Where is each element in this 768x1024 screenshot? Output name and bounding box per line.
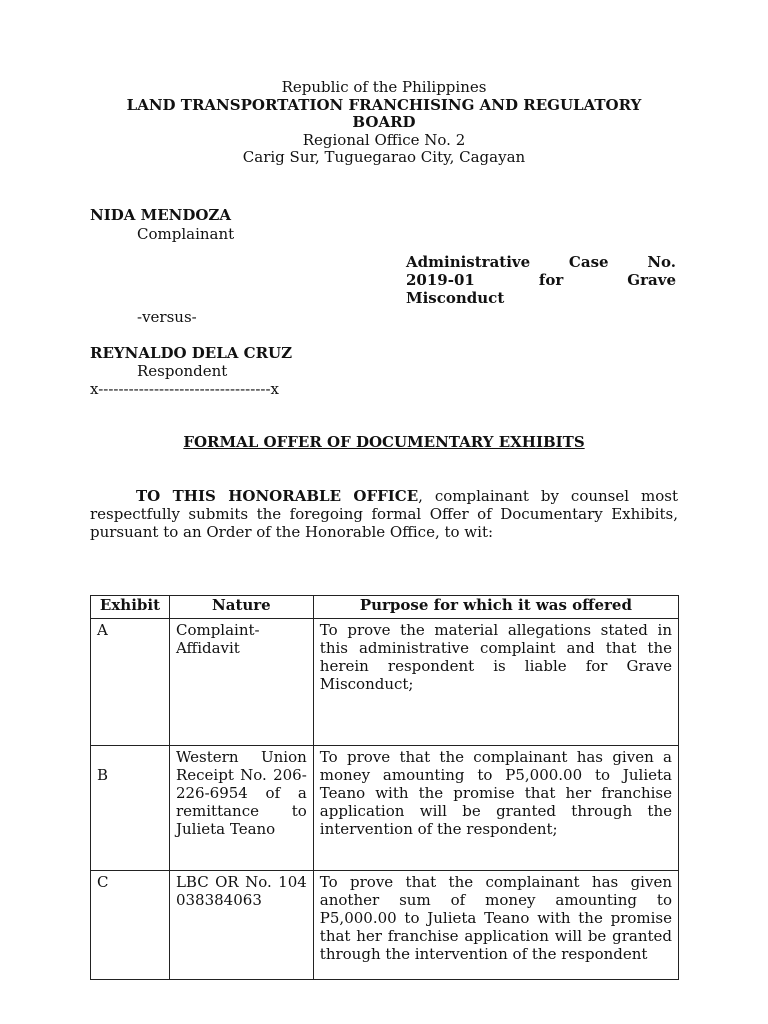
agency-name-line2: BOARD [352, 113, 416, 131]
document-title: FORMAL OFFER OF DOCUMENTARY EXHIBITS [183, 433, 585, 451]
table-header-row [91, 596, 679, 619]
intro-lead: TO THIS HONORABLE OFFICE [136, 487, 419, 505]
table-row [91, 871, 679, 980]
respondent-role: Respondent [137, 362, 228, 380]
caption-separator: x----------------------------------x [90, 380, 279, 398]
header-nature: Nature [169, 596, 313, 619]
regional-office: Regional Office No. 2 [302, 130, 466, 149]
exhibit-nature: Complaint-Affidavit [169, 619, 313, 746]
complainant-name: NIDA MENDOZA [90, 206, 232, 224]
table-row [91, 746, 679, 871]
exhibit-nature: LBC OR No. 104038384063 [169, 871, 313, 980]
republic-line: Republic of the Philippines [281, 78, 487, 96]
intro-body: , complainant by counsel most respectfully submits the foregoing formal Offer of Documentary Exhibits, pursuant to an Order of the Honorable Office, to wit: [90, 487, 678, 541]
exhibit-letter: A [91, 619, 170, 746]
intro-paragraph [90, 487, 678, 541]
document-header [90, 79, 678, 167]
case-title-line3: Misconduct [406, 289, 505, 307]
office-address: Carig Sur, Tuguegarao City, Cagayan [242, 148, 526, 166]
exhibit-letter: B [91, 746, 170, 871]
exhibit-purpose: To prove that the complainant has given another sum of money amounting to P5,000.00 to Julieta Teano with the promise that her franchise application will be granted through the intervention of the respondent [313, 871, 678, 980]
exhibit-purpose: To prove the material allegations stated in this administrative complaint and that the herein respondent is liable for Grave Misconduct; [313, 619, 678, 746]
complainant-role: Complainant [137, 225, 235, 243]
case-title-line2: 2019-01 for Grave [406, 271, 676, 289]
exhibit-letter: C [91, 871, 170, 980]
versus-label: -versus- [137, 308, 197, 326]
respondent-name: REYNALDO DELA CRUZ [90, 344, 293, 362]
header-exhibit: Exhibit [91, 596, 170, 619]
table-row [91, 619, 679, 746]
exhibit-nature: Western Union Receipt No. 206-226-6954 of a remittance to Julieta Teano [169, 746, 313, 871]
header-purpose: Purpose for which it was offered [313, 596, 678, 619]
case-title [406, 253, 676, 307]
exhibit-purpose: To prove that the complainant has given a money amounting to P5,000.00 to Julieta Teano with the promise that her franchise application will be granted through the intervention of the respondent; [313, 746, 678, 871]
agency-name-line1: LAND TRANSPORTATION FRANCHISING AND REGULATORY [126, 95, 642, 114]
exhibits-table [90, 595, 679, 980]
case-title-line1: Administrative Case No. [406, 253, 676, 271]
